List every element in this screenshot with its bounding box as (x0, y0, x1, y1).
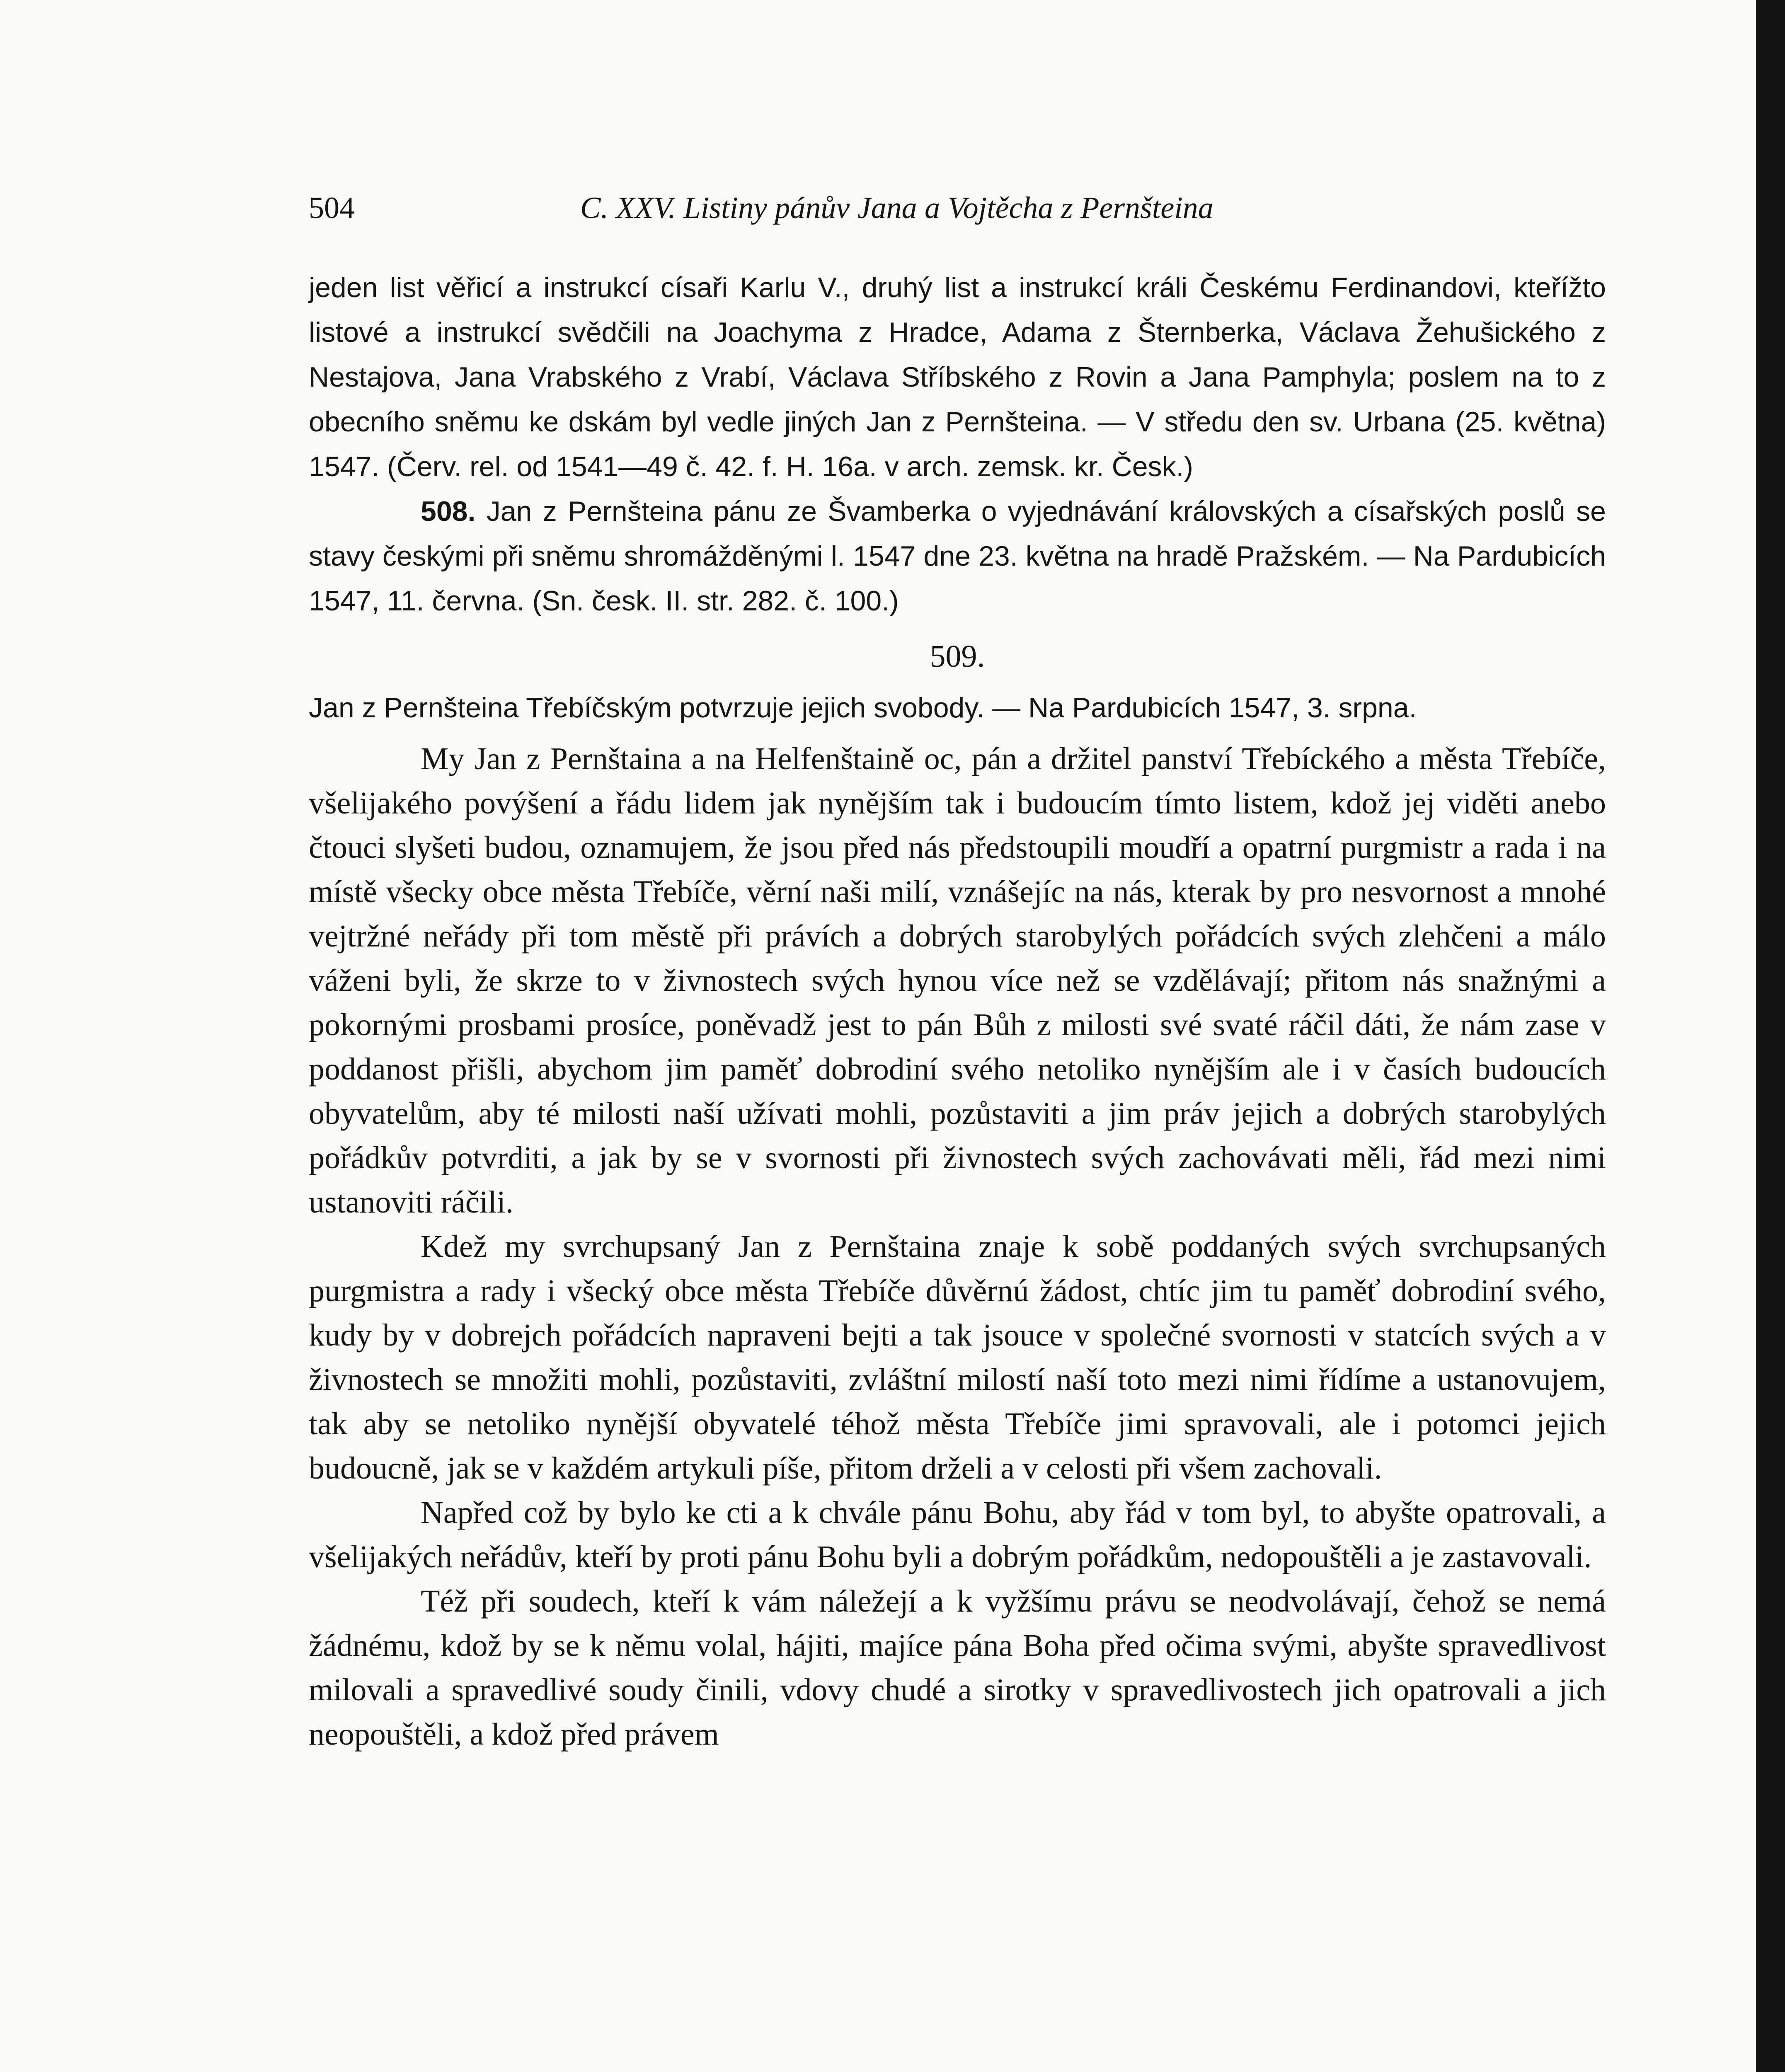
page-number: 504 (309, 191, 355, 225)
document-number: 509. (930, 639, 985, 674)
document-paragraph: Též při soudech, kteří k vám náležejí a k vyžšímu právu se neodvolávají, čehož se nemá žádnému, kdož by se k němu volal, hájiti, majíce pána Boha před očima svými, abyšte spravedlivost milovali a spravedlivé soudy činili, vdovy chudé a sirotky v spravedlivostech jich opatrovali a jich neopouštěli, a kdož před právem (309, 1584, 1606, 1752)
running-title: C. XXV. Listiny pánův Jana a Vojtěcha z Pernšteina (580, 191, 1213, 225)
note-508-number: 508. (421, 496, 476, 527)
document-paragraph: Kdež my svrchupsaný Jan z Pernštaina znaje k sobě poddaných svých svrchupsaných purgmistra a rady i všecký obce města Třebíče důvěrnú žádost, chtíc jim tu paměť dobrodiní svého, kudy by v dobrejch pořádcích napraveni bejti a tak jsouce v společné svornosti v statcích svých a v živnostech se množiti mohli, pozůstaviti, zvláštní milostí naší toto mezi nimi řídíme a ustanovujem, tak aby se netoliko nynější obyvatelé téhož města Třebíče jimi spravovali, ale i potomci jejich budoucně, jak se v každém artykuli píše, přitom drželi a v celosti při všem zachovali. (309, 1229, 1606, 1486)
scan-edge-right (1756, 0, 1785, 2072)
document-paragraph: My Jan z Pernštaina a na Helfenštaině oc, pán a držitel panství Třebíckého a města Třebíče, všelijakého povýšení a řádu lidem jak nynějším tak i budoucím tímto listem, kdož jej viděti anebo čtouci slyšeti budou, oznamujem, že jsou před nás předstoupili moudří a opatrní purgmistr a rada i na místě všecky obce města Třebíče, věrní naši milí, vznášejíc na nás, kterak by pro nesvornost a mnohé vejtržné neřády při tom městě při právích a dobrých starobylých pořádcích svých zlehčeni a málo váženi byli, že skrze to v živnostech svých hynou více než se vzdělávají; přitom nás snažnými a pokornými prosbami prosíce, poněvadž jest to pán Bůh z milosti své svaté ráčil dáti, že nám zase v poddanost přišli, abychom jim paměť dobrodiní svého netoliko nynějším ale i v časích budoucích obyvatelům, aby té milosti naší užívati mohli, pozůstaviti a jim práv jejich a dobrých starobylých pořádkův potvrditi, a jak by se v svornosti při živnostech svých zachovávati měli, řád mezi nimi ustanoviti ráčili. (309, 741, 1606, 1220)
note-508-text: Jan z Pernšteina pánu ze Švamberka o vyjednávání královských a císařských poslů se stavy českými při sněmu shromážděnými l. 1547 dne 23. května na hradě Pražském. — Na Pardubicích 1547, 11. června. (Sn. česk. II. str. 282. č. 100.) (309, 496, 1606, 617)
document-summary: Jan z Pernšteina Třebíčským potvrzuje jejich svobody. — Na Pardubicích 1547, 3. srpna. (309, 692, 1417, 724)
page-body (309, 265, 1606, 1757)
page-header (309, 191, 1328, 236)
note-507-tail: jeden list věřicí a instrukcí císaři Karlu V., druhý list a instrukcí králi Českému Ferdinandovi, kteřížto listové a instrukcí svědčili na Joachyma z Hradce, Adama z Šternberka, Václava Žehušického z Nestajova, Jana Vrabského z Vrabí, Václava Stříbského z Rovin a Jana Pamphyla; poslem na to z obecního sněmu ke dskám byl vedle jiných Jan z Pernšteina. — V středu den sv. Urbana (25. května) 1547. (Červ. rel. od 1541—49 č. 42. f. H. 16a. v arch. zemsk. kr. Česk.) (309, 272, 1606, 482)
note-508 (309, 489, 1606, 623)
document-paragraph: Napřed což by bylo ke cti a k chvále pánu Bohu, aby řád v tom byl, to abyšte opatrovali, a všelijakých neřádův, kteří by proti pánu Bohu byli a dobrým pořádkům, nedopouštěli a je zastavovali. (309, 1495, 1606, 1574)
